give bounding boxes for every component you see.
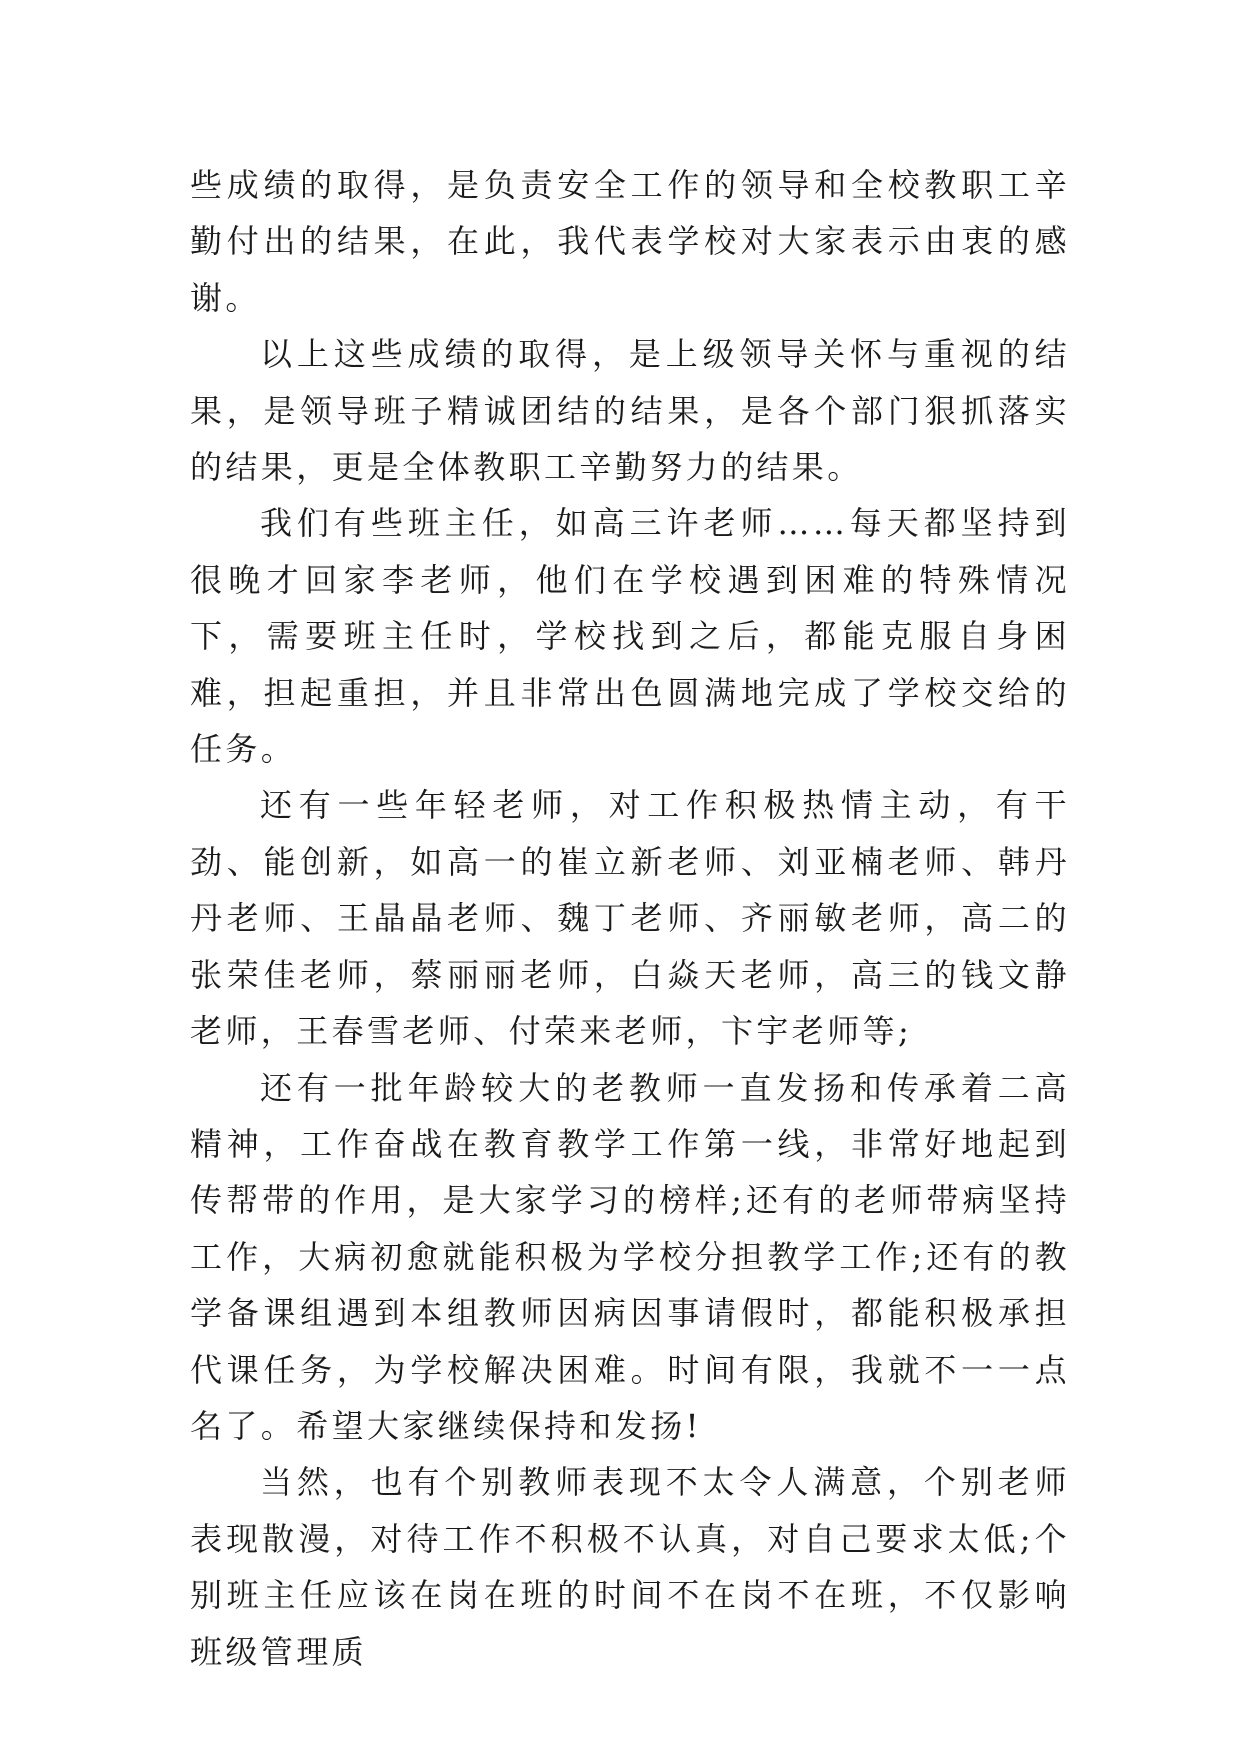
paragraph-1: 些成绩的取得，是负责安全工作的领导和全校教职工辛勤付出的结果，在此，我代表学校对大家表示由衷的感谢。	[190, 166, 1070, 317]
paragraph-3: 我们有些班主任，如高三许老师……每天都坚持到很晚才回家李老师，他们在学校遇到困难的特殊情况下，需要班主任时，学校找到之后，都能克服自身困难，担起重担，并且非常出色圆满地完成了学校交给的任务。	[190, 504, 1070, 769]
paragraph-6: 当然，也有个别教师表现不太令人满意，个别老师表现散漫，对待工作不积极不认真，对自己要求太低;个别班主任应该在岗在班的时间不在岗不在班，不仅影响班级管理质	[190, 1463, 1070, 1671]
document-body	[190, 157, 1070, 1680]
paragraph-2: 以上这些成绩的取得，是上级领导关怀与重视的结果，是领导班子精诚团结的结果，是各个部门狠抓落实的结果，更是全体教职工辛勤努力的结果。	[190, 335, 1070, 487]
paragraph-4: 还有一些年轻老师，对工作积极热情主动，有干劲、能创新，如高一的崔立新老师、刘亚楠老师、韩丹丹老师、王晶晶老师、魏丁老师、齐丽敏老师，高二的张荣佳老师，蔡丽丽老师，白焱天老师，高三的钱文静老师，王春雪老师、付荣来老师，卞宇老师等;	[190, 786, 1070, 1051]
paragraph-5: 还有一批年龄较大的老教师一直发扬和传承着二高精神，工作奋战在教育教学工作第一线，非常好地起到传帮带的作用，是大家学习的榜样;还有的老师带病坚持工作，大病初愈就能积极为学校分担教学工作;还有的教学备课组遇到本组教师因病因事请假时，都能积极承担代课任务，为学校解决困难。时间有限，我就不一一点名了。希望大家继续保持和发扬!	[190, 1068, 1070, 1445]
